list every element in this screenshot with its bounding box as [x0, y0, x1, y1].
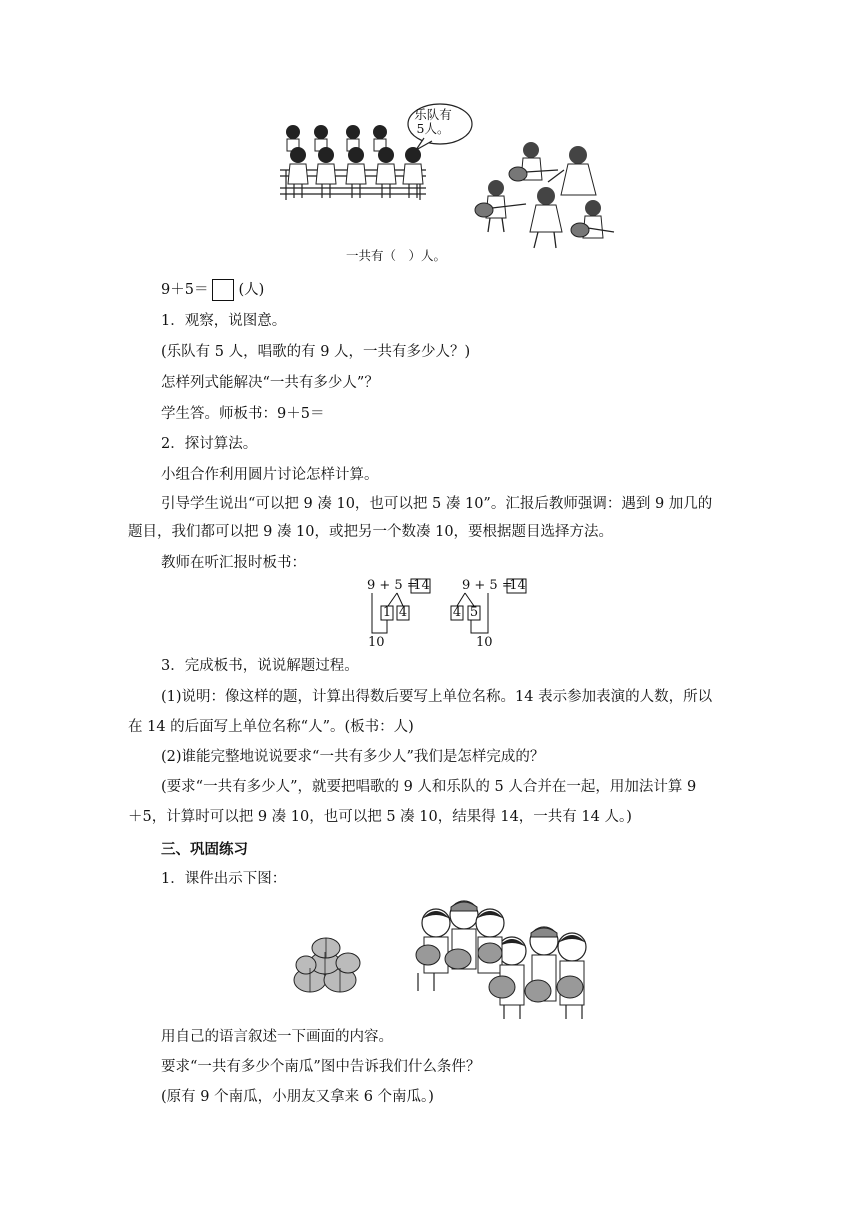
board-left-result: 14	[413, 578, 430, 593]
step-text: 学生答。师板书：9＋5＝	[161, 406, 325, 422]
step-text: 1．观察，说图意。	[161, 313, 287, 329]
step-text: 怎样列式能解决“一共有多少人”？	[161, 375, 379, 391]
board-diagram	[362, 576, 532, 652]
board-intro: 教师在听汇报时板书：	[161, 555, 306, 571]
guide-paragraph-line: 引导学生说出“可以把 9 凑 10，也可以把 5 凑 10”。汇报后教师强调：遇到 9 加几的	[161, 496, 713, 512]
board-left-expr: 9 + 5 =	[367, 578, 418, 593]
board-right-split: 4	[452, 605, 462, 620]
pumpkin-drawing	[288, 895, 608, 1020]
board-left-split: 1	[382, 605, 392, 620]
answer2-line: (要求“一共有多少人”，就要把唱歌的 9 人和乐队的 5 人合并在一起，用加法计算 9	[161, 779, 697, 795]
step3-text: 3．完成板书，说说解题过程。	[161, 658, 359, 674]
courseware-text: 1．课件出示下图：	[161, 871, 287, 887]
speech-bubble-text	[411, 108, 455, 136]
explain2-text: (2)谁能完整地说说要求“一共有多少人”我们是怎样完成的？	[161, 749, 545, 765]
equation-unit: (人)	[238, 282, 265, 298]
step-text: 小组合作利用圆片讨论怎样计算。	[161, 467, 379, 483]
answer-box	[212, 279, 234, 301]
answer2-line: ＋5，计算时可以把 9 凑 10，也可以把 5 凑 10，结果得 14，一共有 14 人。)	[128, 809, 632, 825]
answer3-text: (原有 9 个南瓜，小朋友又拿来 6 个南瓜。)	[161, 1089, 434, 1105]
board-right-expr: 9 + 5 =	[462, 578, 513, 593]
speech-bubble-line: 5人。	[416, 121, 450, 136]
board-left-ten: 10	[368, 635, 385, 650]
board-right-result: 14	[509, 578, 526, 593]
describe-text: 用自己的语言叙述一下画面的内容。	[161, 1029, 393, 1045]
equation-line	[161, 279, 264, 301]
step-text: 2．探讨算法。	[161, 436, 258, 452]
board-left-split: 4	[398, 605, 408, 620]
question-text: 要求“一共有多少个南瓜”图中告诉我们什么条件？	[161, 1059, 481, 1075]
speech-bubble-line: 乐队有	[414, 107, 452, 122]
guide-paragraph-line: 题目，我们都可以把 9 凑 10，或把另一个数凑 10，要根据题目选择方法。	[128, 524, 614, 540]
explain1-line: (1)说明：像这样的题，计算出得数后要写上单位名称。14 表示参加表演的人数，所以	[161, 689, 713, 705]
board-right-ten: 10	[476, 635, 493, 650]
figure-caption: 一共有（ ）人。	[346, 248, 447, 263]
board-right-split: 5	[469, 605, 479, 620]
choir-band-illustration	[278, 100, 618, 250]
step-text: (乐队有 5 人，唱歌的有 9 人，一共有多少人？)	[161, 344, 471, 360]
equation-lhs: 9＋5＝	[161, 282, 209, 298]
pumpkin-illustration	[288, 895, 608, 1020]
section-heading: 三、巩固练习	[161, 842, 248, 858]
explain1-line: 在 14 的后面写上单位名称“人”。(板书：人)	[128, 719, 414, 735]
